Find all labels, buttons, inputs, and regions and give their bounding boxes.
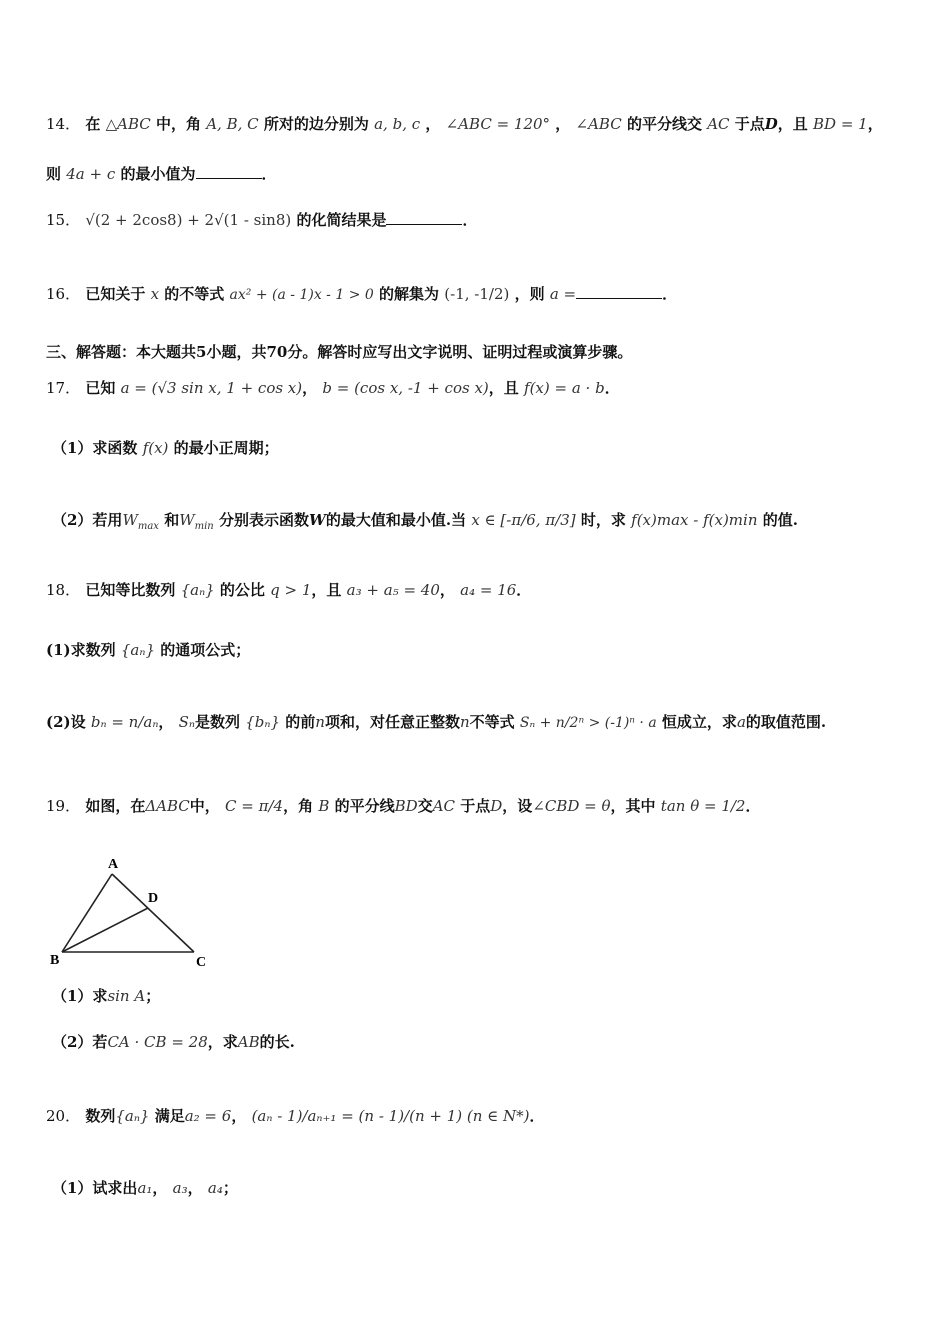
q19-part2-text-1: （2）若 xyxy=(52,1033,108,1051)
q17-part2-math-wmin-sub: min xyxy=(194,521,214,532)
q20-math-recurrence: (aₙ - 1)/aₙ₊₁ = (n - 1)/(n + 1) (n ∈ N*) xyxy=(251,1107,530,1125)
q16-number: 16． xyxy=(46,285,81,303)
q14-text-4: ， xyxy=(425,115,441,133)
q18-part2-text-4: 的前 xyxy=(285,713,316,731)
q14-math-triangle: △ABC xyxy=(105,115,151,133)
q14-number: 14． xyxy=(46,115,81,133)
q14-text-end: ． xyxy=(261,165,277,183)
q18-part1-math: {aₙ} xyxy=(120,641,155,659)
q17-part2-math-interval: x ∈ [-π/6, π/3] xyxy=(471,511,576,529)
q20-part1-math-a3: a₃ xyxy=(172,1179,188,1197)
q14-text-7: 于点 xyxy=(734,115,765,133)
q19-text-7: ，设 xyxy=(502,797,533,815)
q19-math-tan: tan θ = 1/2 xyxy=(660,797,746,815)
q18-part2-text-6: 不等式 xyxy=(469,713,515,731)
q14-text-3: 所对的边分别为 xyxy=(263,115,369,133)
q18-part2-math-sn: Sₙ xyxy=(178,713,196,731)
q17-part2-text-4: 的最大值和最小值.当 xyxy=(325,511,467,529)
q20-number: 20． xyxy=(46,1107,81,1125)
q19-math-ac: AC xyxy=(432,797,456,815)
q18-number: 18． xyxy=(46,581,81,599)
q17-part2 xyxy=(52,508,798,539)
q19-text-2: 中， xyxy=(189,797,220,815)
q17-number: 17． xyxy=(46,379,81,397)
q18-math-q: q > 1 xyxy=(270,581,312,599)
q17-text-4: ． xyxy=(604,379,620,397)
q19-triangle-figure xyxy=(46,852,216,972)
q17-part1-text-1: （1）求函数 xyxy=(52,439,138,457)
q18-math-a3a5: a₃ + a₅ = 40 xyxy=(346,581,440,599)
q14-text-1: 在 xyxy=(85,115,101,133)
q18-part2-math-n1: n xyxy=(315,713,325,731)
edge-ab xyxy=(62,874,112,952)
q17-math-fx: f(x) = a · b xyxy=(524,379,605,397)
q18-part2-math-n2: n xyxy=(459,713,470,731)
q19-text-3: ，角 xyxy=(283,797,314,815)
q16-text-end: ． xyxy=(662,285,678,303)
q18-text-4: ， xyxy=(439,581,455,599)
q17-part1-math: f(x) xyxy=(142,439,169,457)
q17-part2-w: W xyxy=(309,511,326,529)
q14-line1 xyxy=(46,112,883,136)
q18-part1-text-2: 的通项公式； xyxy=(160,641,251,659)
q19-part2-text-2: ，求 xyxy=(207,1033,238,1051)
q17-part2-text-3: 分别表示函数 xyxy=(218,511,309,529)
q14-math-4a-plus-c: 4a + c xyxy=(66,165,116,183)
q15-number: 15． xyxy=(46,211,81,229)
q15-text: 的化简结果是 xyxy=(296,211,387,229)
q16-math-interval: (-1, -1/2) xyxy=(444,285,510,303)
q16-text-3: 的解集为 xyxy=(379,285,440,303)
q19-text-6: 于点 xyxy=(460,797,491,815)
q17-part2-math-wmax: W xyxy=(122,511,138,529)
q17-part2-text-5: 时，求 xyxy=(580,511,626,529)
q17-math-vector-a: a = (√3 sin x, 1 + cos x) xyxy=(120,379,303,397)
q16-line xyxy=(46,282,677,307)
q17-line xyxy=(46,376,620,400)
q19-text-1: 如图，在 xyxy=(85,797,146,815)
label-c: C xyxy=(196,955,207,970)
q14-text-then: 则 xyxy=(46,165,62,183)
q19-part1-math: sin A xyxy=(107,987,146,1005)
q18-part2-text-1: (2)设 xyxy=(46,713,86,731)
q14-text-6: 的平分线交 xyxy=(626,115,702,133)
q19-text-8: ，其中 xyxy=(610,797,656,815)
q19-part2-text-3: 的长. xyxy=(259,1033,295,1051)
q18-part2-text-5: 项和，对任意正整数 xyxy=(324,713,460,731)
label-d: D xyxy=(148,891,159,906)
q16-text-2: 的不等式 xyxy=(164,285,225,303)
q15-line xyxy=(46,208,477,232)
q14-point-d: D xyxy=(764,115,778,133)
q18-part1-text-1: (1)求数列 xyxy=(46,641,116,659)
q14-math-sides: a, b, c xyxy=(374,115,421,133)
q19-text-4: 的平分线 xyxy=(334,797,395,815)
q15-text-end: ． xyxy=(462,211,478,229)
q17-part2-text-6: 的值. xyxy=(762,511,798,529)
q17-part1 xyxy=(52,436,279,460)
section-3-heading: 三、解答题：本大题共5小题，共70分。解答时应写出文字说明、证明过程或演算步骤。 xyxy=(46,343,633,361)
q18-part2-math-a: a xyxy=(736,713,746,731)
q18-text-3: ，且 xyxy=(311,581,342,599)
q20-text-1: 数列 xyxy=(85,1107,116,1125)
q16-math-a-equals: a = xyxy=(549,285,577,303)
label-b: B xyxy=(50,953,60,968)
q17-part2-text-2: 和 xyxy=(164,511,180,529)
q14-math-angles: A, B, C xyxy=(206,115,259,133)
q20-text-2: 满足 xyxy=(154,1107,185,1125)
q18-text-2: 的公比 xyxy=(219,581,265,599)
q20-part1-text-1: （1）试求出 xyxy=(52,1179,138,1197)
q14-math-angleabc: ∠ABC xyxy=(575,115,622,133)
q19-math-triangle: ΔABC xyxy=(145,797,190,815)
q14-text-5: ， xyxy=(555,115,571,133)
q20-math-sequence: {aₙ} xyxy=(115,1107,150,1125)
q18-part2-text-7: 恒成立，求 xyxy=(661,713,737,731)
q20-part1-text-3: ， xyxy=(187,1179,203,1197)
q17-text-1: 已知 xyxy=(85,379,116,397)
q19-line xyxy=(46,794,761,818)
q19-math-theta: ∠CBD = θ xyxy=(532,797,611,815)
q14-line2 xyxy=(46,162,277,186)
q20-part1 xyxy=(52,1176,238,1200)
q19-number: 19． xyxy=(46,797,81,815)
q17-part1-text-2: 的最小正周期； xyxy=(173,439,279,457)
q20-part1-text-4: ； xyxy=(222,1179,238,1197)
q18-text-5: ． xyxy=(516,581,532,599)
q16-text-4: ，则 xyxy=(514,285,545,303)
q19-text-5: 交 xyxy=(417,797,433,815)
q14-answer-blank[interactable] xyxy=(196,164,262,179)
q17-part2-math-wmin: W xyxy=(179,511,195,529)
q17-part2-math-wmax-sub: max xyxy=(137,521,159,532)
q19-math-c: C = π/4 xyxy=(225,797,284,815)
q14-text-min: 的最小值为 xyxy=(120,165,196,183)
q19-part1-text-1: （1）求 xyxy=(52,987,108,1005)
q19-part2-math-ab: AB xyxy=(237,1033,260,1051)
q18-part2-text-3: 是数列 xyxy=(195,713,241,731)
q16-text-1: 已知关于 xyxy=(85,285,146,303)
q19-math-bd: BD xyxy=(394,797,418,815)
q20-part1-math-a4: a₄ xyxy=(207,1179,223,1197)
q19-math-d: D xyxy=(490,797,503,815)
q20-text-4: ． xyxy=(529,1107,545,1125)
q16-answer-blank[interactable] xyxy=(576,284,662,299)
q16-math-inequality: ax² + (a - 1)x - 1 > 0 xyxy=(229,287,374,303)
edge-ac xyxy=(112,874,194,952)
q18-text-1: 已知等比数列 xyxy=(85,581,176,599)
q19-part1-text-2: ； xyxy=(145,987,161,1005)
q14-math-bd: BD = 1 xyxy=(813,115,868,133)
q20-text-3: ， xyxy=(231,1107,247,1125)
q19-part2-math-dot: CA · CB = 28 xyxy=(107,1033,208,1051)
q18-part2 xyxy=(46,710,826,735)
q14-text-8: ，且 xyxy=(777,115,808,133)
q18-math-a4: a₄ = 16 xyxy=(460,581,517,599)
q15-answer-blank[interactable] xyxy=(386,210,462,225)
q14-math-angle120: ∠ABC = 120° xyxy=(445,115,551,133)
q16-math-x: x xyxy=(150,285,160,303)
q15-math-expression: √(2 + 2cos8) + 2√(1 - sin8) xyxy=(85,211,292,229)
q18-math-sequence: {aₙ} xyxy=(180,581,215,599)
q19-math-b: B xyxy=(318,797,330,815)
q14-math-ac: AC xyxy=(707,115,730,133)
q14-text-9: ， xyxy=(867,115,883,133)
q17-text-2: ， xyxy=(302,379,318,397)
q18-part2-text-2: ， xyxy=(158,713,174,731)
q18-part2-text-8: 的取值范围. xyxy=(745,713,827,731)
q17-math-vector-b: b = (cos x, -1 + cos x) xyxy=(322,379,489,397)
q20-part1-text-2: ， xyxy=(152,1179,168,1197)
q17-text-3: ，且 xyxy=(488,379,519,397)
q18-part2-math-inequality: Sₙ + n/2ⁿ > (-1)ⁿ · a xyxy=(519,715,657,731)
q17-part2-math-diff: f(x)max - f(x)min xyxy=(631,511,758,529)
segment-bd xyxy=(62,908,148,952)
q20-part1-math-a1: a₁ xyxy=(137,1179,153,1197)
q18-line xyxy=(46,578,531,602)
q19-text-9: ． xyxy=(745,797,761,815)
q19-part2 xyxy=(52,1030,295,1054)
q19-part1 xyxy=(52,984,160,1008)
q17-part2-text-1: （2）若用 xyxy=(52,511,123,529)
q18-part2-math-bn: bₙ = n/aₙ xyxy=(90,713,159,731)
q14-text-2: 中，角 xyxy=(155,115,201,133)
q20-line xyxy=(46,1104,545,1128)
q18-part1 xyxy=(46,638,250,662)
label-a: A xyxy=(108,857,119,872)
q20-math-a2: a₂ = 6 xyxy=(184,1107,232,1125)
q18-part2-math-bseq: {bₙ} xyxy=(245,713,281,731)
